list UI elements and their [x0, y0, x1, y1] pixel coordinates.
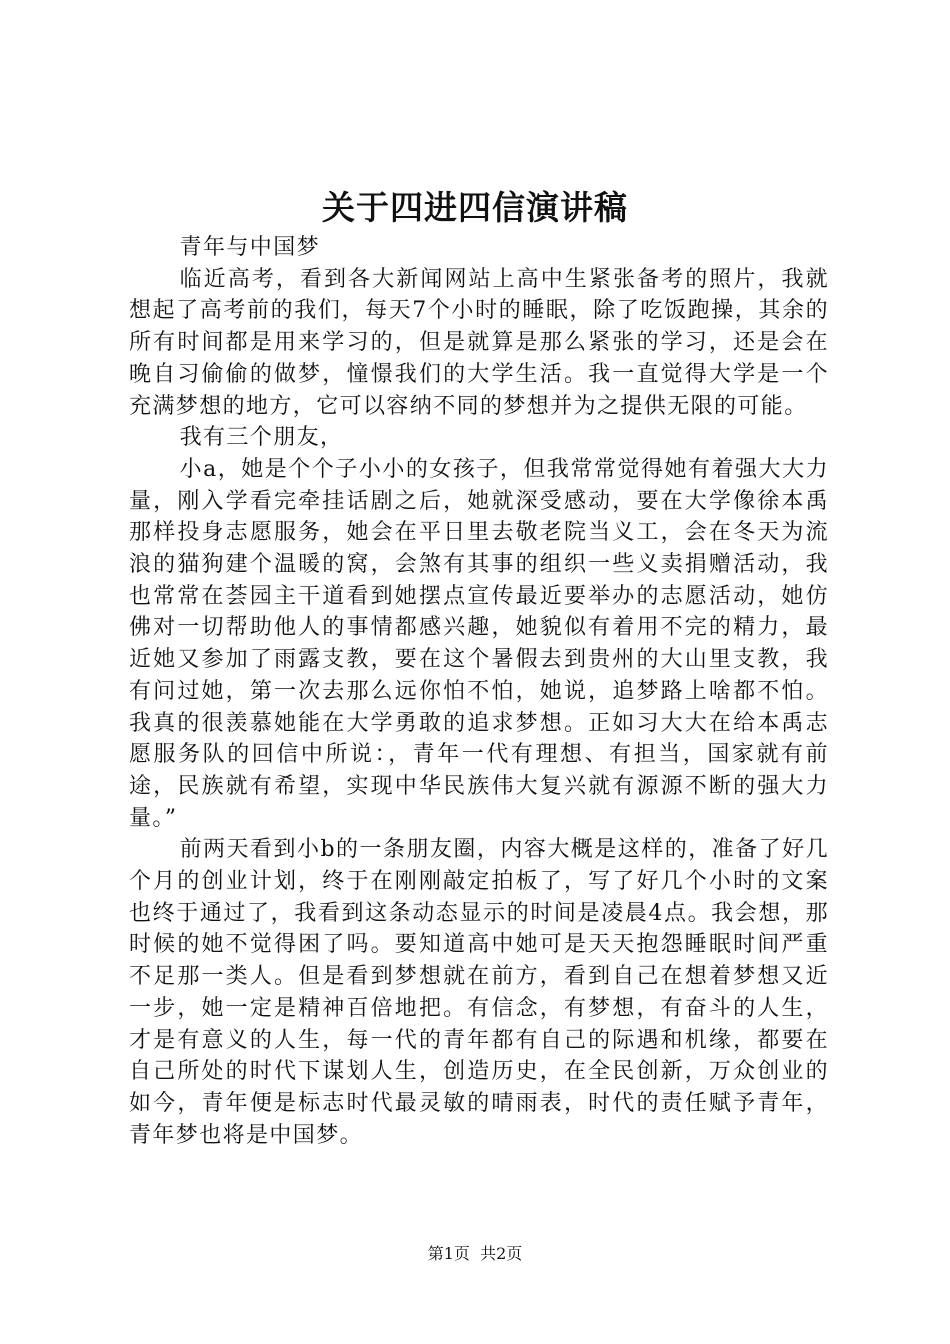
paragraph-friends: 我有三个朋友， [179, 425, 344, 451]
paragraph-friend-a: 小a，她是个个子小小的女孩子，但我常常觉得她有着强大大力量，刚入学看完牵挂话剧之后，她就深受感动，要在大学像徐本禹那样投身志愿服务，她会在平日里去敬老院当义工，会在冬天为流浪的猫狗建个温暖的窝，会煞有其事的组织一些义卖捐赠活动，我也常常在荟园主干道看到她摆点宣传最近要举办的志愿活动，她仿佛对一切帮助他人的事情都感兴趣，她貌似有着用不完的精力，最近她又参加了雨露支教，要在这个暑假去到贵州的大山里支教，我有问过她，第一次去那么远你怕不怕，她说，追梦路上啥都不怕。我真的很羡慕她能在大学勇敢的追求梦想。正如习大大在给本禹志愿服务队的回信中所说：，青年一代有理想、有担当，国家就有前途，民族就有希望，实现中华民族伟大复兴就有源源不断的强大力量。” [129, 456, 829, 831]
document-title: 关于四进四信演讲稿 [322, 188, 628, 227]
page-number-footer: 第1页 共2页 [427, 1244, 523, 1263]
paragraph-subtitle: 青年与中国梦 [179, 235, 320, 260]
document-body [129, 232, 829, 1151]
paragraph-friend-b: 前两天看到小b的一条朋友圈，内容大概是这样的，准备了好几个月的创业计划，终于在刚刚敲定拍板了，写了好几个小时的文案也终于通过了，我看到这条动态显示的时间是凌晨4点。我会想，那时候的她不觉得困了吗。要知道高中她可是天天抱怨睡眠时间严重不足那一类人。但是看到梦想就在前方，看到自己在想着梦想又近一步，她一定是精神百倍地把。有信念，有梦想，有奋斗的人生，才是有意义的人生，每一代的青年都有自己的际遇和机缘，都要在自己所处的时代下谋划人生，创造历史，在全民创新，万众创业的如今，青年便是标志时代最灵敏的晴雨表，时代的责任赋予青年，青年梦也将是中国梦。 [129, 837, 829, 1148]
paragraph-intro: 临近高考，看到各大新闻网站上高中生紧张备考的照片，我就想起了高考前的我们，每天7个小时的睡眠，除了吃饭跑操，其余的所有时间都是用来学习的，但是就算是那么紧张的学习，还是会在晚自习偷偷的做梦，憧憬我们的大学生活。我一直觉得大学是一个充满梦想的地方，它可以容纳不同的梦想并为之提供无限的可能。 [129, 266, 829, 419]
